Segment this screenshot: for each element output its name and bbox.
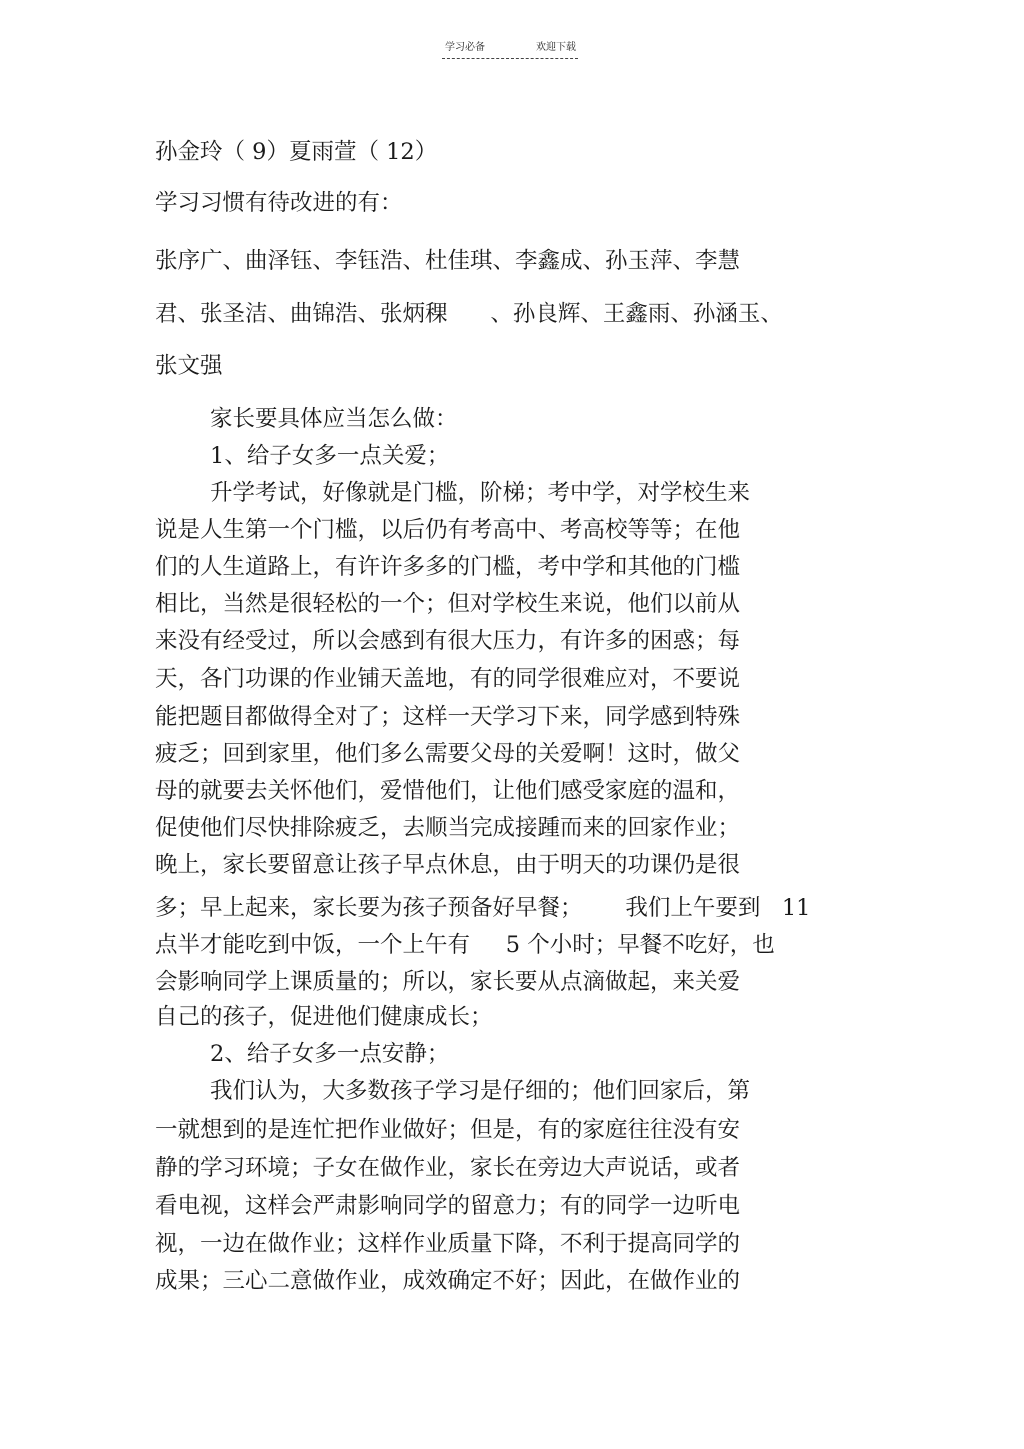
paragraph-line: 会影响同学上课质量的；所以，家长要从点滴做起，来关爱 [155, 969, 741, 995]
paragraph-line: 们的人生道路上，有许许多多的门槛，考中学和其他的门槛 [155, 554, 741, 580]
paragraph-line: 来没有经受过，所以会感到有很大压力，有许多的困惑；每 [155, 628, 741, 654]
paragraph-line: 自己的孩子，促进他们健康成长； [155, 1004, 493, 1030]
paragraph-line: 促使他们尽快排除疲乏，去顺当完成接踵而来的回家作业； [155, 815, 741, 841]
paragraph-line: 视，一边在做作业；这样作业质量下降，不利于提高同学的 [155, 1231, 741, 1257]
paragraph-line: 我们认为，大多数孩子学习是仔细的；他们回家后，第 [210, 1078, 751, 1104]
paragraph-line: 静的学习环境；子女在做作业，家长在旁边大声说话，或者 [155, 1155, 741, 1181]
header-right-text: 欢迎下载 [536, 42, 576, 53]
paragraph-line: 相比，当然是很轻松的一个；但对学校生来说，他们以前从 [155, 591, 741, 617]
score-line: 孙金玲（ 9）夏雨萱（ 12） [155, 139, 438, 165]
names-line-1: 张序广、曲泽钰、李钰浩、杜佳琪、李鑫成、孙玉萍、李慧 [155, 248, 741, 274]
names-line-3: 张文强 [155, 353, 223, 379]
heading-habits: 学习习惯有待改进的有： [155, 190, 403, 216]
paragraph-line: 一就想到的是连忙把作业做好；但是，有的家庭往往没有安 [155, 1117, 741, 1143]
paragraph-line: 母的就要去关怀他们，爱惜他们，让他们感受家庭的温和， [155, 778, 741, 804]
header-left-text: 学习必备 [445, 42, 485, 53]
point-2-heading: 2、给子女多一点安静； [210, 1041, 450, 1067]
section-heading: 家长要具体应当怎么做： [210, 406, 458, 432]
header-rule [442, 58, 578, 59]
paragraph-line: 成果；三心二意做作业，成效确定不好；因此，在做作业的 [155, 1268, 741, 1294]
paragraph-line: 天，各门功课的作业铺天盖地，有的同学很难应对，不要说 [155, 666, 741, 692]
paragraph-line: 晚上，家长要留意让孩子早点休息，由于明天的功课仍是很 [155, 852, 741, 878]
names-line-2: 君、张圣洁、曲锦浩、张炳稞 、孙良辉、王鑫雨、孙涵玉、 [155, 301, 783, 327]
paragraph-line: 能把题目都做得全对了；这样一天学习下来，同学感到特殊 [155, 704, 741, 730]
paragraph-line: 说是人生第一个门槛，以后仍有考高中、考高校等等；在他 [155, 517, 741, 543]
paragraph-line: 点半才能吃到中饭，一个上午有 5 个小时；早餐不吃好，也 [155, 932, 775, 958]
paragraph-line: 疲乏；回到家里，他们多么需要父母的关爱啊！这时，做父 [155, 741, 741, 767]
paragraph-line: 看电视，这样会严肃影响同学的留意力；有的同学一边听电 [155, 1193, 741, 1219]
paragraph-line: 升学考试，好像就是门槛，阶梯；考中学，对学校生来 [210, 480, 751, 506]
paragraph-line: 多；早上起来，家长要为孩子预备好早餐； 我们上午要到 11 [155, 895, 811, 921]
point-1-heading: 1、给子女多一点关爱； [210, 443, 450, 469]
